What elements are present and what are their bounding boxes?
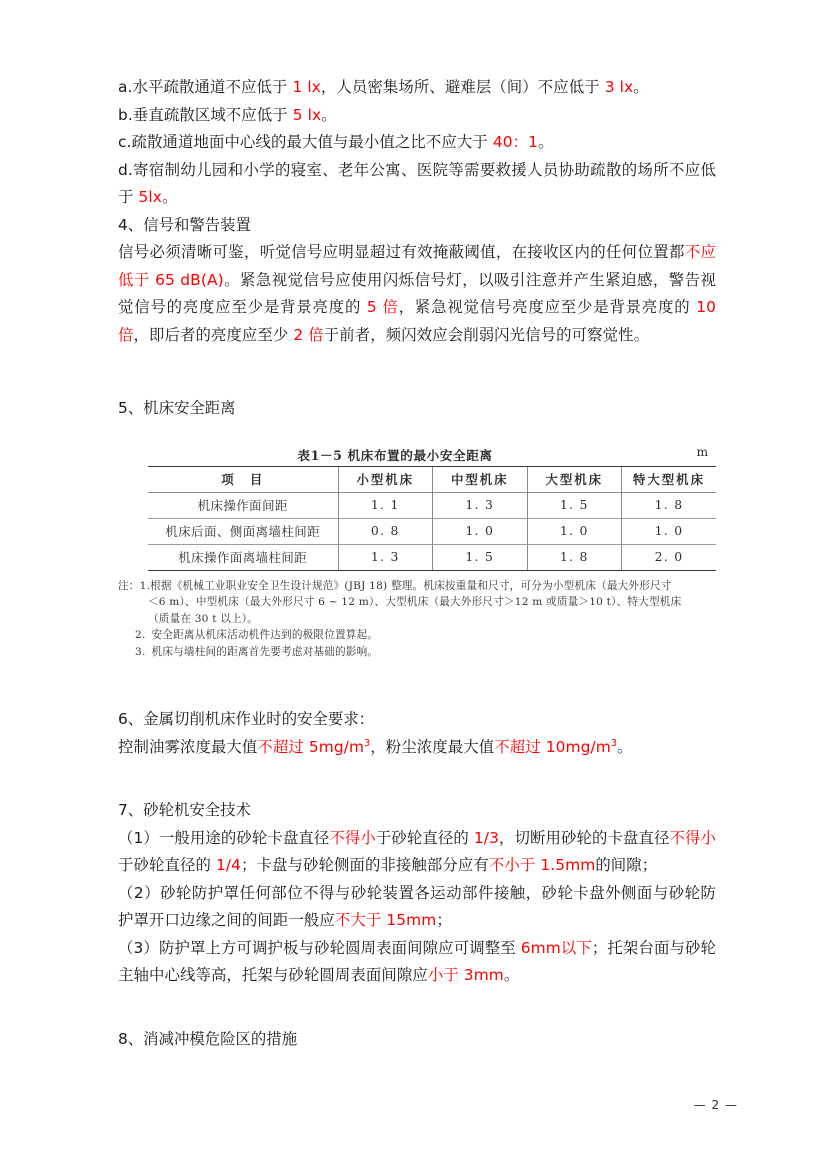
- table-cell-value: 1. 5: [433, 544, 528, 570]
- s6-text-pre: 控制油雾浓度最大值: [118, 737, 258, 756]
- table-note-2: [118, 627, 716, 644]
- table-header-small: 小型机床: [338, 466, 433, 492]
- s7-i1-value-1: 不得小: [329, 828, 376, 847]
- spacer: [118, 990, 716, 1026]
- item-b-text-pre: b.垂直疏散区域不应低于: [118, 105, 293, 124]
- item-a-value-1: 1 lx: [292, 78, 321, 96]
- s7-i3-value-1: 6mm以下: [520, 938, 592, 957]
- item-a-text-end: 。: [633, 78, 649, 96]
- table-notes: [118, 578, 716, 661]
- table-note-1: [118, 578, 716, 595]
- section-6-paragraph: [118, 734, 716, 762]
- item-d-text-pre: d.寄宿制幼儿园和小学的寝室、老年公寓、医院等需要救援人员协助疏散的场所不应低于: [118, 160, 716, 206]
- s6-value-2: [494, 738, 617, 756]
- section-4-paragraph: [118, 239, 716, 349]
- s7-i3-text-pre: （3）防护罩上方可调护板与砂轮圆周表面间隙应可调整至: [118, 938, 521, 957]
- s4-value-3: 10 倍: [118, 298, 717, 344]
- s7-i1-text-end: 的间隙；: [595, 856, 658, 874]
- item-a-value-2: 3 lx: [604, 78, 634, 96]
- table-note-2-number: 2.: [135, 629, 146, 641]
- table-cell-item: 机床操作面间距: [148, 492, 338, 518]
- s4-text-pre: 信号必须清晰可鉴，听觉信号应明显超过有效掩蔽阈值，在接收区内的任何位置都: [118, 243, 685, 261]
- table-cell-value: 1. 3: [433, 492, 528, 518]
- s7-i2-text-end: ；: [436, 911, 452, 929]
- table-header-large: 大型机床: [527, 466, 622, 492]
- table-caption-row: [118, 445, 716, 466]
- safety-distance-table: [148, 466, 716, 571]
- spacer: [118, 423, 716, 445]
- s7-i2-text-pre: （2）砂轮防护罩任何部位不得与砂轮装置各运动部件接触，砂轮卡盘外侧面与砂轮防护罩开口边缘之间的间距一般应: [118, 883, 716, 929]
- page-number: — 2 —: [693, 1098, 738, 1112]
- section-5-heading: 5、机床安全距离: [118, 399, 236, 417]
- section-6-heading: 6、金属切削机床作业时的安全要求：: [118, 710, 375, 728]
- s4-text-mid-3: ，即后者的亮度应至少: [133, 325, 294, 344]
- item-d-value-1: 5lx: [138, 188, 162, 206]
- s7-i1-text-mid-2: ，切断用砂轮的卡盘直径: [498, 828, 670, 847]
- table-note-1-line-3: （质量在 30 t 以上）。: [148, 612, 259, 625]
- item-c-text-end: 。: [538, 133, 554, 151]
- section-7-item-1: [118, 825, 716, 880]
- table-note-3-number: 3.: [135, 645, 146, 658]
- table-cell-value: 1. 0: [527, 518, 622, 544]
- table-header-medium: 中型机床: [433, 466, 528, 492]
- s7-i1-value-5: 不小于 1.5mm: [488, 856, 596, 874]
- s7-i2-value-1: 不大于 15mm: [334, 911, 437, 929]
- s4-value-2: 5 倍: [366, 298, 399, 316]
- s6-value-2-text: 不超过 10mg/m: [494, 737, 611, 756]
- item-a-text-mid: ，人员密集场所、避难层（间）不应低于: [320, 78, 605, 96]
- item-b-text-end: 。: [321, 105, 337, 124]
- table-caption: 表1－5 机床布置的最小安全距离: [297, 447, 493, 463]
- table-unit-label: m: [696, 444, 708, 459]
- table-cell-item: 机床操作面离墙柱间距: [148, 544, 338, 570]
- s7-i3-text-mid: ；托架台面与砂轮主轴中心线等高，托架与砂轮圆周表面间隙应: [118, 938, 716, 984]
- table-cell-value: 1. 0: [433, 518, 528, 544]
- s7-i1-text-pre: （1）一般用途的砂轮卡盘直径: [118, 828, 330, 847]
- s6-text-mid: ，粉尘浓度最大值: [370, 737, 495, 756]
- table-note-3-text: 机床与墙柱间的距离首先要考虑对基础的影响。: [151, 645, 379, 658]
- paragraph-item-d: [118, 157, 716, 212]
- s4-text-mid-1: 。紧急视觉信号应使用闪烁信号灯，以吸引注意并产生紧迫感，警告视觉信号的亮度应至少是背景亮度的: [118, 270, 716, 316]
- table-row: [148, 518, 716, 544]
- s7-i3-text-end: 。: [503, 966, 520, 984]
- table-header-extra-large: 特大型机床: [622, 466, 717, 492]
- section-8-heading: 8、消减冲模危险区的措施: [118, 1029, 298, 1048]
- s4-text-mid-2: ，紧急视觉信号亮度应至少是背景亮度的: [398, 298, 697, 316]
- s7-i1-text-mid-4: ；卡盘与砂轮侧面的非接触部分应有: [241, 856, 489, 874]
- s7-i1-value-2: 1/3: [473, 828, 499, 847]
- table-cell-value: 1. 8: [527, 544, 622, 570]
- s6-value-1-text: 不超过 5mg/m: [257, 737, 365, 756]
- item-a-text-pre: a.水平疏散通道不应低于: [118, 78, 293, 96]
- table-cell-value: 2. 0: [622, 544, 717, 570]
- table-header-item: 项 目: [148, 466, 338, 492]
- table-note-1-line-1: 根据《机械工业职业安全卫生设计规范》(JBJ 18) 整理。机床按重量和尺寸，可分为小型机床（最大外形尺寸: [150, 579, 672, 592]
- section-7-heading: 7、砂轮机安全技术: [118, 801, 251, 819]
- section-4-heading: 4、信号和警告装置: [118, 215, 251, 234]
- table-cell-value: 1. 8: [622, 492, 717, 518]
- section-7-item-2: [118, 880, 716, 935]
- s4-value-4: 2 倍: [293, 325, 324, 344]
- table-cell-item: 机床后面、侧面离墙柱间距: [148, 518, 338, 544]
- table-row: [148, 544, 716, 570]
- table-note-lead: 注：1.: [118, 579, 151, 592]
- section-7-item-3: [118, 935, 716, 990]
- table-note-2-text: 安全距离从机床活动机件达到的极限位置算起。: [151, 629, 379, 641]
- s7-i1-text-mid-1: 于砂轮直径的: [375, 828, 474, 847]
- s6-value-1: [257, 738, 370, 756]
- s6-value-2-superscript: 3: [610, 737, 617, 749]
- spacer: [118, 349, 716, 395]
- machine-tool-safety-distance-table-block: [118, 445, 716, 661]
- item-c-text-pre: c.疏散通道地面中心线的最大值与最小值之比不应大于: [118, 133, 493, 151]
- s7-i1-text-mid-3: 于砂轮直径的: [118, 856, 216, 874]
- paragraph-item-c: [118, 129, 716, 157]
- s6-text-end: 。: [617, 737, 633, 756]
- table-note-1-line-2: ＜6 m）、中型机床（最大外形尺寸 6 ~ 12 m）、大型机床（最大外形尺寸＞12 m 或质量＞10 t）、特大型机床: [148, 596, 682, 608]
- table-cell-value: 1. 5: [527, 492, 622, 518]
- item-c-value-1: 40：1: [492, 133, 539, 151]
- paragraph-item-b: [118, 102, 716, 130]
- item-d-text-end: 。: [161, 188, 178, 206]
- table-note-3: [118, 644, 716, 661]
- s7-i3-value-2: 小于 3mm: [427, 966, 504, 984]
- table-cell-value: 1. 0: [622, 518, 717, 544]
- s6-value-1-superscript: 3: [364, 737, 371, 749]
- table-row: [148, 492, 716, 518]
- table-cell-value: 0. 8: [338, 518, 433, 544]
- spacer: [118, 660, 716, 706]
- paragraph-item-a: [118, 74, 716, 102]
- spacer: [118, 761, 716, 797]
- table-cell-value: 1. 3: [338, 544, 433, 570]
- s7-i1-value-4: 1/4: [215, 856, 242, 874]
- table-cell-value: 1. 1: [338, 492, 433, 518]
- item-b-value-1: 5 lx: [292, 105, 322, 124]
- page-content: [118, 74, 716, 1053]
- table-header-row: [148, 466, 716, 492]
- s7-i1-value-3: 不得小: [669, 828, 716, 847]
- s4-value-1: 不应低于 65 dB(A): [118, 243, 716, 289]
- s4-text-end: 于前者，频闪效应会削弱闪光信号的可察觉性。: [323, 325, 650, 344]
